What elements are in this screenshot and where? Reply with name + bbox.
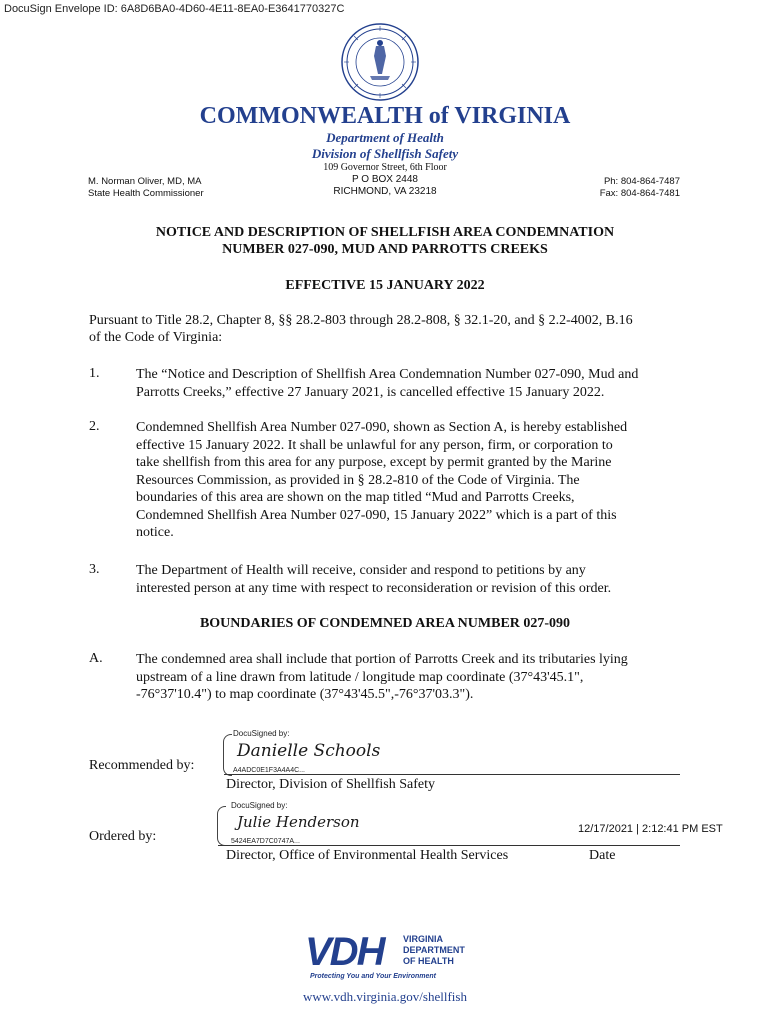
notice-heading-line2: NUMBER 027-090, MUD AND PARROTTS CREEKS [222,242,548,257]
city-state-zip: RICHMOND, VA 23218 [333,186,437,197]
docusign-bracket [217,806,226,846]
date-label: Date [589,848,616,863]
fax-number: Fax: 804-864-7481 [599,188,680,199]
item-number: 3. [89,562,100,577]
item-line: The “Notice and Description of Shellfish Area Condemnation Number 027-090, Mud and [136,367,639,382]
docusign-envelope-id: DocuSign Envelope ID: 6A8D6BA0-4D60-4E11-8EA0-E3641770327C [4,3,345,15]
item-1-text [136,366,686,401]
section-letter: A. [89,651,103,666]
section-line: The condemned area shall include that portion of Parrotts Creek and its tributaries lying [136,652,628,667]
preamble-line: Pursuant to Title 28.2, Chapter 8, §§ 28.2-803 through 28.2-808, § 32.1-20, and § 2.2-4002, B.16 [89,313,633,328]
item-line: effective 15 January 2022. It shall be unlawful for any person, firm, or corporation to [136,437,613,453]
website-url: www.vdh.virginia.gov/shellfish [303,989,467,1004]
ordered-by-label: Ordered by: [89,829,157,844]
item-line: boundaries of this area are shown on the map titled “Mud and Parrotts Creeks, [136,490,575,505]
po-box: P O BOX 2448 [352,174,418,185]
division-name: Division of Shellfish Safety [311,146,459,161]
preamble-line: of the Code of Virginia: [89,330,223,345]
signer-1-title: Director, Division of Shellfish Safety [226,777,436,792]
item-line: notice. [136,525,174,540]
section-a-text [136,651,686,704]
commissioner-name: M. Norman Oliver, MD, MA [88,176,202,187]
effective-date-heading: EFFECTIVE 15 JANUARY 2022 [285,278,485,293]
commissioner-title: State Health Commissioner [88,188,204,199]
docusign-bracket [223,734,232,776]
vdh-name-block [403,934,465,967]
vdh-name-line: VIRGINIA [403,934,444,944]
vdh-logo [305,930,475,985]
vdh-tagline: Protecting You and Your Environment [310,973,437,980]
department-name: Department of Health [326,130,444,145]
section-line: upstream of a line drawn from latitude / longitude map coordinate (37°43'45.1", [136,669,584,685]
signature-hash: 5424EA7D7C0747A... [231,838,300,845]
notice-heading-line1: NOTICE AND DESCRIPTION OF SHELLFISH AREA CONDEMNATION [155,225,615,240]
docusigned-by-label: DocuSigned by: [233,729,290,738]
phone-number: Ph: 804-864-7487 [603,176,680,187]
commissioner-block [88,176,204,200]
signature-date-value: 12/17/2021 | 2:12:41 PM EST [578,823,723,835]
signer-2-title: Director, Office of Environmental Health Services [226,848,509,863]
item-line: Condemned Shellfish Area Number 027-090, 15 January 2022” which is a part of this [136,507,617,523]
docusigned-by-label: DocuSigned by: [231,801,288,810]
item-2-text [136,419,686,542]
item-line: interested person at any time with respect to reconsideration or revision of this order. [136,580,612,596]
vdh-letters: VDH [305,930,384,974]
item-3-text [136,562,686,597]
vdh-name-line: DEPARTMENT [403,945,465,955]
item-line: Parrotts Creeks,” effective 27 January 2021, is cancelled effective 15 January 2022. [136,384,605,400]
item-line: take shellfish from this area for any purpose, except by permit granted by the Marine [136,455,612,470]
signature-hash: A4ADC0E1F3A4A4C... [233,767,305,774]
department-block [0,130,770,162]
commonwealth-title: COMMONWEALTH of VIRGINIA [199,103,571,129]
item-line: The Department of Health will receive, consider and respond to petitions by any [136,563,586,578]
section-line: -76°37'10.4") to map coordinate (37°43'45.5",-76°37'03.3"). [136,687,474,702]
preamble [89,312,689,346]
street-address: 109 Governor Street, 6th Floor [323,162,447,173]
vdh-name-line: OF HEALTH [403,956,454,966]
signature-line [224,774,680,775]
recommended-by-label: Recommended by: [89,758,195,773]
virginia-seal-icon [340,22,420,102]
signature-line [218,845,680,846]
signature-danielle: Danielle Schools [237,741,381,761]
contact-block [600,176,680,200]
item-number: 1. [89,366,100,381]
item-number: 2. [89,419,100,434]
boundaries-heading: BOUNDARIES OF CONDEMNED AREA NUMBER 027-090 [199,616,571,631]
signature-julie: Julie Henderson [237,813,360,831]
notice-heading [0,224,770,258]
item-line: Condemned Shellfish Area Number 027-090, shown as Section A, is hereby established [136,420,628,435]
item-line: Resources Commission, as provided in § 28.2-810 of the Code of Virginia. The [136,472,580,488]
